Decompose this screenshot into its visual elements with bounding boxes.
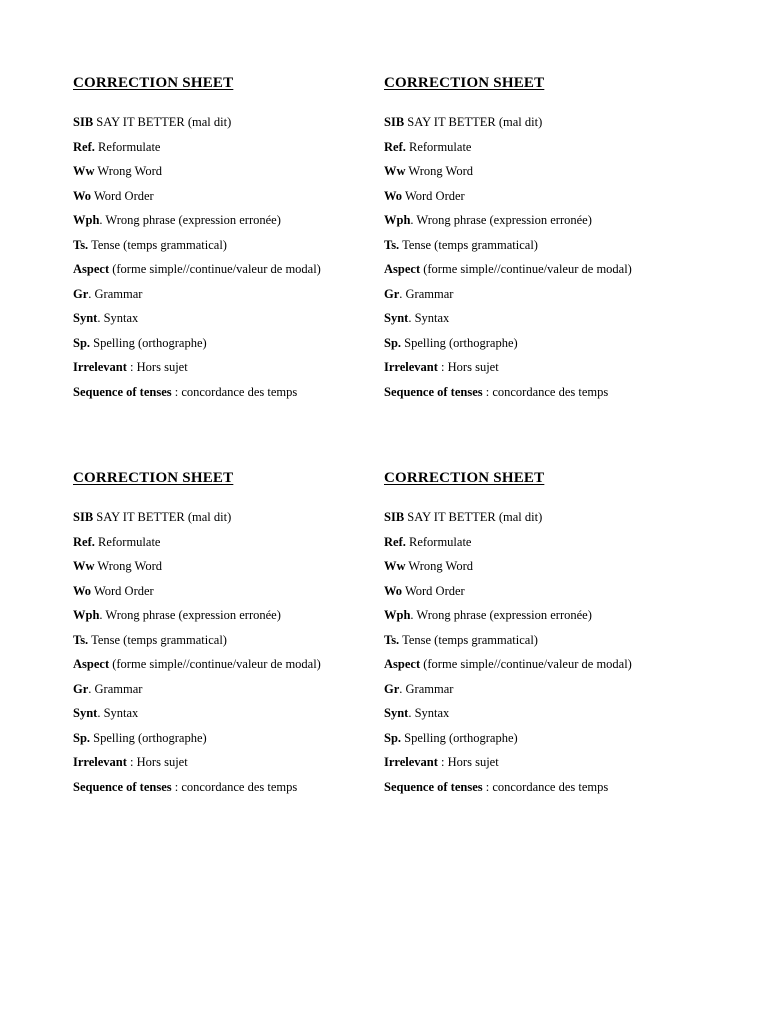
legend-text: Reformulate	[405, 534, 472, 549]
legend-code: Wph	[73, 608, 100, 622]
legend-item-ref	[73, 533, 393, 558]
legend-text: Spelling (orthographe)	[401, 730, 518, 745]
legend-item-ref	[384, 533, 704, 558]
legend-code: Ts.	[384, 632, 400, 647]
legend-text: : concordance des temps	[482, 384, 609, 399]
legend-item-sib	[73, 508, 393, 533]
legend-code: Sequence of tenses	[384, 384, 483, 399]
legend-text: Tense (temps grammatical)	[399, 632, 538, 647]
legend-text: Word Order	[402, 188, 465, 203]
legend-item-irrelevant	[384, 753, 704, 778]
legend-code: Synt	[73, 706, 98, 720]
legend-item-sib	[384, 113, 704, 138]
legend-code: Irrelevant	[384, 360, 438, 374]
legend-text: : concordance des temps	[482, 779, 609, 794]
legend-item-irrelevant	[384, 358, 704, 383]
legend-item-sp	[73, 729, 393, 754]
legend-text: : Hors sujet	[437, 755, 499, 769]
legend-text: : concordance des temps	[171, 384, 298, 399]
legend-code: Ref.	[73, 139, 95, 154]
legend-code: Sp.	[73, 335, 91, 350]
legend-code: Irrelevant	[73, 360, 127, 374]
legend-text: Word Order	[91, 188, 154, 203]
legend-item-wo	[384, 582, 704, 607]
legend-code: SIB	[73, 115, 94, 129]
legend-code: Sequence of tenses	[73, 384, 172, 399]
legend-code: Synt	[384, 706, 409, 720]
sheet-legend-list	[73, 113, 393, 407]
legend-code: Ww	[73, 164, 95, 178]
legend-text: Spelling (orthographe)	[90, 730, 207, 745]
correction-sheet-bottom-right	[384, 468, 684, 794]
legend-item-ts	[73, 631, 393, 656]
correction-sheet-top-right	[384, 73, 684, 399]
legend-code: Wph	[384, 608, 411, 622]
legend-item-ts	[384, 631, 704, 656]
legend-code: Sp.	[73, 730, 91, 745]
legend-text: Reformulate	[94, 534, 161, 549]
sheet-title: CORRECTION SHEET	[73, 470, 234, 486]
legend-text: : concordance des temps	[171, 779, 298, 794]
legend-code: Synt	[384, 311, 409, 325]
legend-code: Ww	[73, 559, 95, 573]
legend-text: . Grammar	[88, 286, 143, 301]
sheet-title: CORRECTION SHEET	[384, 75, 545, 91]
sheet-title: CORRECTION SHEET	[73, 75, 234, 91]
legend-item-irrelevant	[73, 753, 393, 778]
legend-code: Gr	[73, 286, 89, 301]
correction-sheet-bottom-left	[73, 468, 373, 794]
legend-item-ts	[73, 236, 393, 261]
legend-text: . Syntax	[97, 311, 139, 325]
legend-item-sequence-of-tenses	[73, 778, 393, 803]
legend-item-sib	[384, 508, 704, 533]
legend-text: : Hors sujet	[126, 755, 188, 769]
legend-text: (forme simple//continue/valeur de modal)	[420, 262, 632, 276]
legend-text: (forme simple//continue/valeur de modal)	[420, 657, 632, 671]
legend-text: Wrong Word	[94, 559, 162, 573]
legend-code: Ts.	[73, 237, 89, 252]
legend-code: SIB	[384, 510, 405, 524]
legend-text: . Syntax	[408, 311, 450, 325]
legend-item-wph	[73, 606, 393, 631]
legend-code: SIB	[73, 510, 94, 524]
legend-code: Aspect	[384, 262, 421, 276]
legend-code: Ref.	[384, 534, 406, 549]
legend-text: (forme simple//continue/valeur de modal)	[109, 657, 321, 671]
legend-item-sequence-of-tenses	[384, 383, 704, 408]
legend-item-aspect	[384, 260, 704, 285]
legend-text: SAY IT BETTER (mal dit)	[404, 115, 543, 129]
legend-item-synt	[384, 309, 704, 334]
legend-text: Reformulate	[94, 139, 161, 154]
legend-code: Aspect	[73, 262, 110, 276]
legend-code: Sp.	[384, 730, 402, 745]
legend-code: Ww	[384, 559, 406, 573]
legend-code: Wo	[384, 188, 403, 203]
legend-item-sp	[384, 334, 704, 359]
legend-code: Wph	[73, 213, 100, 227]
legend-text: . Syntax	[97, 706, 139, 720]
legend-text: : Hors sujet	[437, 360, 499, 374]
legend-code: Aspect	[384, 657, 421, 671]
legend-text: . Wrong phrase (expression erronée)	[410, 608, 592, 622]
legend-code: Sequence of tenses	[384, 779, 483, 794]
legend-item-aspect	[73, 260, 393, 285]
legend-item-sp	[73, 334, 393, 359]
legend-code: Ref.	[73, 534, 95, 549]
legend-item-ref	[73, 138, 393, 163]
legend-item-ts	[384, 236, 704, 261]
legend-item-wo	[73, 187, 393, 212]
legend-item-synt	[73, 704, 393, 729]
legend-item-ww	[384, 162, 704, 187]
legend-text: . Wrong phrase (expression erronée)	[410, 213, 592, 227]
legend-code: Gr	[384, 286, 400, 301]
legend-text: Wrong Word	[94, 164, 162, 178]
legend-code: Ww	[384, 164, 406, 178]
legend-text: . Syntax	[408, 706, 450, 720]
legend-text: (forme simple//continue/valeur de modal)	[109, 262, 321, 276]
legend-text: Word Order	[91, 583, 154, 598]
legend-text: Word Order	[402, 583, 465, 598]
legend-code: Irrelevant	[73, 755, 127, 769]
legend-code: Wph	[384, 213, 411, 227]
legend-text: SAY IT BETTER (mal dit)	[93, 510, 232, 524]
legend-text: . Grammar	[399, 286, 454, 301]
legend-item-wph	[384, 606, 704, 631]
legend-code: Wo	[73, 583, 92, 598]
legend-item-aspect	[73, 655, 393, 680]
legend-text: Wrong Word	[405, 559, 473, 573]
legend-text: : Hors sujet	[126, 360, 188, 374]
legend-item-sequence-of-tenses	[384, 778, 704, 803]
correction-sheet-top-left	[73, 73, 373, 399]
legend-code: Gr	[384, 681, 400, 696]
legend-text: SAY IT BETTER (mal dit)	[404, 510, 543, 524]
legend-code: Gr	[73, 681, 89, 696]
legend-code: Ts.	[384, 237, 400, 252]
legend-text: SAY IT BETTER (mal dit)	[93, 115, 232, 129]
legend-item-wph	[384, 211, 704, 236]
legend-text: Wrong Word	[405, 164, 473, 178]
legend-text: Reformulate	[405, 139, 472, 154]
legend-item-wph	[73, 211, 393, 236]
legend-item-gr	[73, 285, 393, 310]
legend-item-synt	[73, 309, 393, 334]
legend-text: Spelling (orthographe)	[401, 335, 518, 350]
legend-item-irrelevant	[73, 358, 393, 383]
legend-item-wo	[73, 582, 393, 607]
legend-item-ww	[384, 557, 704, 582]
legend-item-synt	[384, 704, 704, 729]
legend-item-sequence-of-tenses	[73, 383, 393, 408]
legend-text: Tense (temps grammatical)	[88, 237, 227, 252]
legend-item-gr	[384, 680, 704, 705]
sheet-legend-list	[73, 508, 393, 802]
sheet-title: CORRECTION SHEET	[384, 470, 545, 486]
legend-code: Synt	[73, 311, 98, 325]
legend-code: Ref.	[384, 139, 406, 154]
legend-item-sib	[73, 113, 393, 138]
legend-item-ww	[73, 557, 393, 582]
legend-text: . Wrong phrase (expression erronée)	[99, 608, 281, 622]
legend-code: Sequence of tenses	[73, 779, 172, 794]
legend-item-ref	[384, 138, 704, 163]
legend-item-wo	[384, 187, 704, 212]
legend-text: . Grammar	[399, 681, 454, 696]
legend-code: Ts.	[73, 632, 89, 647]
legend-text: . Wrong phrase (expression erronée)	[99, 213, 281, 227]
legend-code: SIB	[384, 115, 405, 129]
legend-item-gr	[73, 680, 393, 705]
legend-code: Wo	[384, 583, 403, 598]
sheet-legend-list	[384, 113, 704, 407]
legend-code: Irrelevant	[384, 755, 438, 769]
legend-item-aspect	[384, 655, 704, 680]
legend-code: Sp.	[384, 335, 402, 350]
legend-text: Tense (temps grammatical)	[399, 237, 538, 252]
legend-item-ww	[73, 162, 393, 187]
sheet-legend-list	[384, 508, 704, 802]
legend-item-sp	[384, 729, 704, 754]
legend-item-gr	[384, 285, 704, 310]
legend-code: Aspect	[73, 657, 110, 671]
legend-text: . Grammar	[88, 681, 143, 696]
legend-text: Tense (temps grammatical)	[88, 632, 227, 647]
legend-code: Wo	[73, 188, 92, 203]
legend-text: Spelling (orthographe)	[90, 335, 207, 350]
